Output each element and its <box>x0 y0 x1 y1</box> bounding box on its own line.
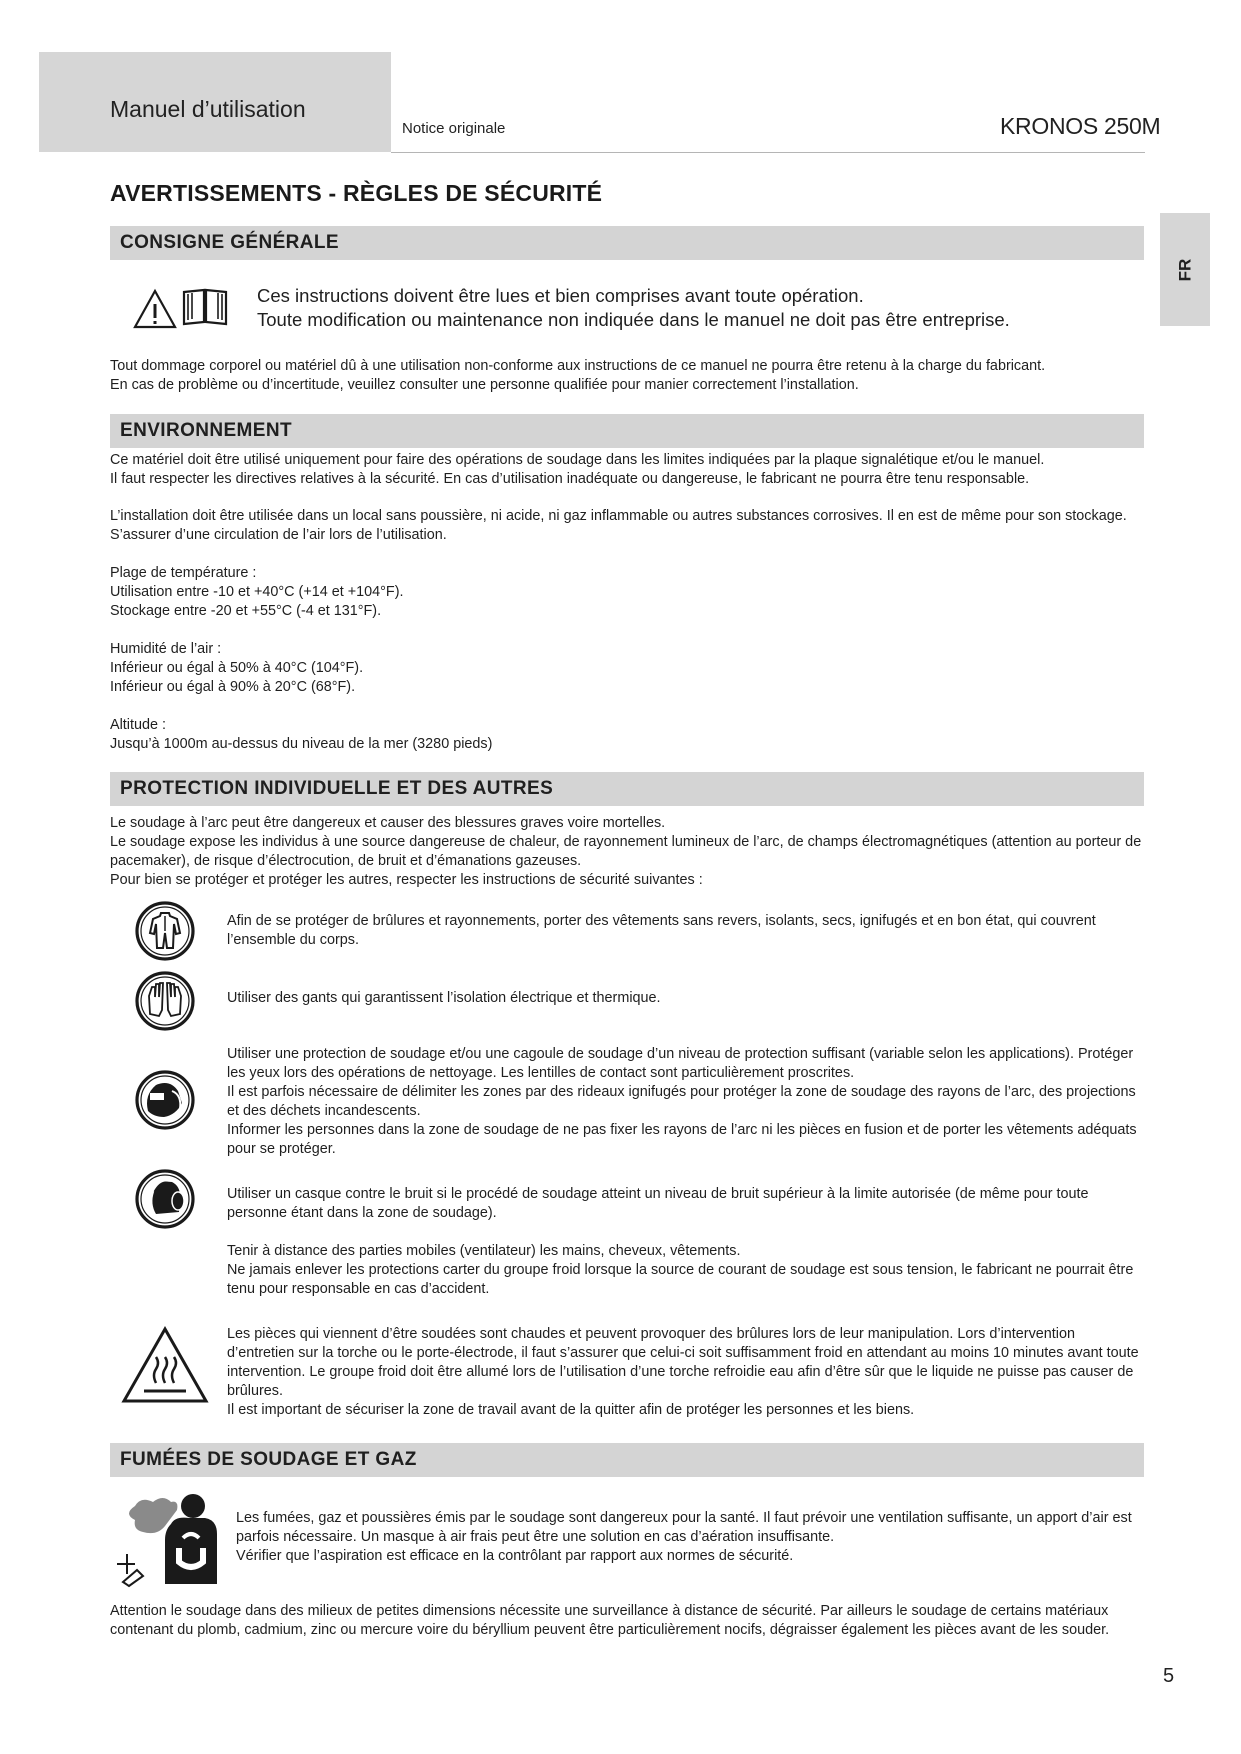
protection-item-clothing: Afin de se protéger de brûlures et rayonnements, porter des vêtements sans revers, isolants, secs, ignifugés et en bon état, qui couvrent l’ensemble du corps. <box>227 913 1096 948</box>
fumes-icon <box>113 1490 228 1587</box>
gloves-icon <box>134 970 196 1032</box>
language-tab-label: FR <box>1174 258 1194 281</box>
ear-protection-icon <box>134 1168 196 1230</box>
fumes-paragraph: Attention le soudage dans des milieux de petites dimensions nécessite une surveillance à distance de sécurité. Par ailleurs le soudage de certains matériaux contenant du plomb, cadmium, zinc ou mercure voire du béryllium peuvent être particulièrement nocifs, dégraisser également les pièces avant de les souder. <box>110 1603 1110 1638</box>
manual-title: Manuel d’utilisation <box>110 96 306 122</box>
general-paragraph: Tout dommage corporel ou matériel dû à une utilisation non-conforme aux instructions de ce manuel ne pourra être retenu à la charge du fabricant. En cas de problème ou d’incertitude, veuillez consulter une personne qualifiée pour manier correctement l’installation. <box>110 358 1046 393</box>
model-name: KRONOS 250M <box>1000 113 1161 139</box>
protection-item-hot-parts: Les pièces qui viennent d’être soudées sont chaudes et peuvent provoquer des brûlures lors de leur manipulation. Lors d’intervention d’entretien sur la torche ou le porte-électrode, il faut s’assurer que celui-ci soit suffisamment froid en attendant au moins 10 minutes avant toute intervention. Le groupe froid doit être allumé lors de l’utilisation d’une torche refroidie eau afin d’être sûr que le liquide ne puisse pas causer de brûlures. Il est important de sécuriser la zone de travail avant de la quitter afin de protéger les personnes et les biens. <box>227 1326 1139 1418</box>
environment-paragraph-2: L’installation doit être utilisée dans un local sans poussière, ni acide, ni gaz inflammable ou autres substances corrosives. Il en est de même pour son stockage. S’assurer d’une circulation de l’air lors de l’utilisation. <box>110 508 1127 543</box>
hot-surface-icon <box>120 1325 210 1405</box>
book-icon <box>182 288 228 326</box>
general-intro: Ces instructions doivent être lues et bien comprises avant toute opération. Toute modification ou maintenance non indiquée dans le manuel ne doit pas être entreprise. <box>257 285 1010 330</box>
page-title: AVERTISSEMENTS - RÈGLES DE SÉCURITÉ <box>110 180 603 206</box>
warning-icon <box>133 288 177 330</box>
protection-item-moving-parts: Tenir à distance des parties mobiles (ventilateur) les mains, cheveux, vêtements. Ne jamais enlever les protections carter du groupe froid lorsque la source de courant de soudage est sous tension, le fabricant ne pourrait être tenu pour responsable en cas d’accident. <box>227 1243 1134 1297</box>
fumes-item: Les fumées, gaz et poussières émis par le soudage sont dangereux pour la santé. Il faut prévoir une ventilation suffisante, un apport d’air est parfois nécessaire. Un masque à air frais peut être une solution en cas d’aération insuffisante. Vérifier que l’aspiration est efficace en la contrôlant par rapport aux normes de sécurité. <box>236 1510 1132 1564</box>
protection-item-mask: Utiliser une protection de soudage et/ou une cagoule de soudage d’un niveau de protection suffisant (variable selon les applications). Protéger les yeux lors des opérations de nettoyage. Les lentilles de contact sont particulièrement proscrites. Il est parfois nécessaire de délimiter les zones par des rideaux ignifugés pour protéger la zone de soudage des rayons de l’arc, des projections et des déchets incandescents. Informer les personnes dans la zone de soudage de ne pas fixer les rayons de l’arc ni les pièces en fusion et de porter les vêtements adéquats pour se protéger. <box>227 1046 1137 1157</box>
section-protection-heading: PROTECTION INDIVIDUELLE ET DES AUTRES <box>110 772 1144 806</box>
section-environment-heading: ENVIRONNEMENT <box>110 414 1144 448</box>
protection-intro: Le soudage à l’arc peut être dangereux et causer des blessures graves voire mortelles. Le soudage expose les individus à une source dangereuse de chaleur, de rayonnement lumineux de l’arc, de champs électromagnétiques (attention au porteur de pacemaker), de risque d’électrocution, de bruit et d’émanations gazeuses. Pour bien se protéger et protéger les autres, respecter les instructions de sécurité suivantes : <box>110 815 1142 888</box>
header-divider <box>391 152 1145 153</box>
welding-mask-icon <box>134 1069 196 1131</box>
air-humidity: Humidité de l’air : Inférieur ou égal à 50% à 40°C (104°F). Inférieur ou égal à 90% à 20°C (68°F). <box>110 641 364 695</box>
environment-paragraph-1: Ce matériel doit être utilisé uniquement pour faire des opérations de soudage dans les limites indiquées par la plaque signalétique et/ou le manuel. Il faut respecter les directives relatives à la sécurité. En cas d’utilisation inadéquate ou dangereuse, le fabricant ne pourra être tenu responsable. <box>110 452 1045 487</box>
temperature-range: Plage de température : Utilisation entre -10 et +40°C (+14 et +104°F). Stockage entre -20 et +55°C (-4 et 131°F). <box>110 565 404 619</box>
protection-item-gloves: Utiliser des gants qui garantissent l’isolation électrique et thermique. <box>227 990 661 1006</box>
page-number: 5 <box>1163 1665 1175 1687</box>
section-fumes-heading: FUMÉES DE SOUDAGE ET GAZ <box>110 1443 1144 1477</box>
notice-label: Notice originale <box>402 120 506 137</box>
protection-item-hearing: Utiliser un casque contre le bruit si le procédé de soudage atteint un niveau de bruit supérieur à la limite autorisée (de même pour toute personne étant dans la zone de soudage). <box>227 1186 1089 1221</box>
protective-clothing-icon <box>134 900 196 962</box>
section-general-heading: CONSIGNE GÉNÉRALE <box>110 226 1144 260</box>
altitude: Altitude : Jusqu’à 1000m au-dessus du niveau de la mer (3280 pieds) <box>110 717 493 752</box>
